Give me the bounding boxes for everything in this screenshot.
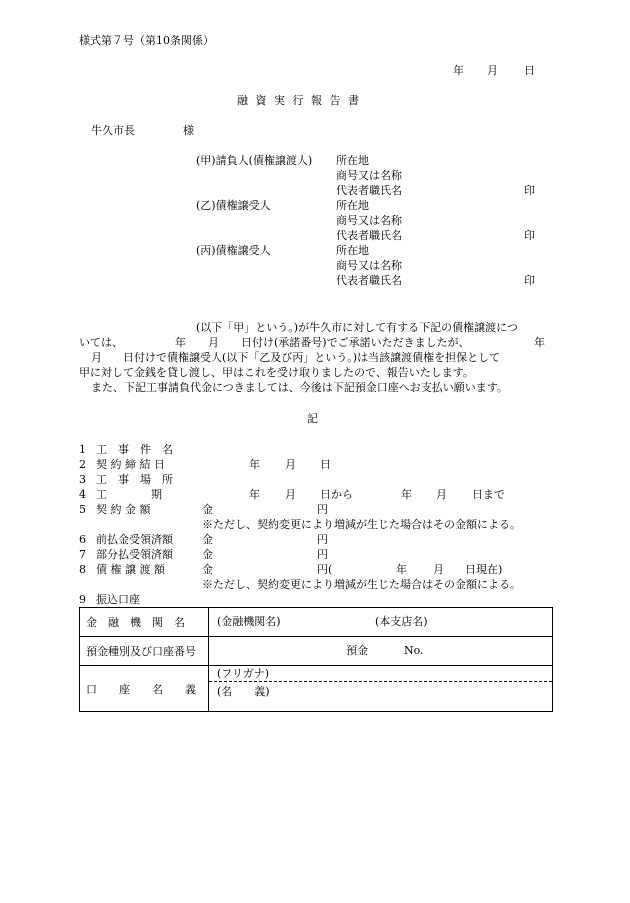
body-line: いては、 [79, 336, 123, 349]
day-label: 日現在) [465, 563, 503, 576]
bank-account-table [79, 607, 553, 712]
addressee: 牛久市長 [91, 124, 135, 137]
item-note: ※ただし、契約変更により増減が生じた場合はその金額による。 [202, 578, 521, 591]
body-line: 日付けで債権譲受人(以下「乙及び丙」という。)は当該譲渡債権を担保として [123, 351, 501, 364]
institution-name-field: (金融機関名) [217, 615, 281, 628]
kin-label: 金 [202, 548, 213, 561]
furigana-field: (フリガナ) [217, 667, 270, 680]
party-address-label: 所在地 [336, 154, 369, 167]
document-title: 融 資 実 行 報 告 書 [237, 94, 361, 107]
table-label-cell [80, 608, 209, 636]
form-number: 様式第７号（第10条関係） [79, 34, 214, 47]
date-day-label: 日 [524, 64, 535, 77]
item-label: 部分払受領済額 [96, 548, 173, 561]
body-line: 年 月 日付け(承諾番号)でご承諾いただきましたが、 [175, 336, 470, 349]
honorific: 様 [183, 124, 194, 137]
institution-label: 金 融 機 関 名 [86, 616, 185, 629]
day-label: 日から [320, 488, 353, 501]
yen-label: 円( [317, 563, 333, 576]
item-label: 契 約 金 額 [96, 503, 151, 516]
table-label-cell [80, 637, 209, 665]
kin-label: 金 [202, 563, 213, 576]
year-label: 年 [396, 563, 407, 576]
bank-row-account [80, 637, 552, 666]
deposit-type-field: 預金 [346, 644, 368, 657]
party-name-label: 商号又は名称 [336, 169, 402, 182]
body-line: 甲に対して金銭を貸し渡し、甲はこれを受け取りましたので、報告いたします。 [79, 366, 474, 379]
kin-label: 金 [202, 533, 213, 546]
bank-row-institution [80, 608, 552, 637]
month-label: 月 [285, 488, 296, 501]
item-number: 3 [79, 473, 86, 486]
year-label: 年 [249, 488, 260, 501]
seal-mark: 印 [524, 229, 535, 242]
item-label: 工 期 [96, 488, 162, 501]
item-number: 1 [79, 443, 86, 456]
furigana-divider [209, 681, 552, 682]
party-rep-label: 代表者職氏名 [336, 229, 402, 242]
item-number: 8 [79, 563, 86, 576]
item-number: 2 [79, 458, 86, 471]
item-label: 前払金受領済額 [96, 533, 173, 546]
body-line: また、下記工事請負代金につきましては、今後は下記預金口座へお支払い願います。 [91, 381, 508, 394]
item-number: 7 [79, 548, 86, 561]
item-number: 9 [79, 593, 86, 606]
item-number: 5 [79, 503, 86, 516]
party-role: (甲)請負人(債権譲渡人) [196, 154, 313, 167]
party-address-label: 所在地 [336, 244, 369, 257]
account-number-field: No. [404, 644, 424, 657]
holder-name-field: (名 義) [217, 685, 270, 698]
year-label: 年 [249, 458, 260, 471]
yen-label: 円 [317, 533, 328, 546]
seal-mark: 印 [524, 184, 535, 197]
branch-name-field: (本支店名) [375, 615, 428, 628]
party-address-label: 所在地 [336, 199, 369, 212]
account-type-label: 預金種別及び口座番号 [86, 645, 196, 658]
party-name-label: 商号又は名称 [336, 214, 402, 227]
party-name-label: 商号又は名称 [336, 259, 402, 272]
seal-mark: 印 [524, 274, 535, 287]
item-label: 工 事 件 名 [96, 443, 173, 456]
month-label: 月 [285, 458, 296, 471]
yen-label: 円 [317, 503, 328, 516]
body-line: (以下「甲」という。)が牛久市に対して有する下記の債権譲渡につ [196, 321, 518, 334]
item-label: 債 権 譲 渡 額 [96, 563, 165, 576]
item-number: 6 [79, 533, 86, 546]
ki-heading: 記 [307, 412, 318, 425]
item-label: 契 約 締 結 日 [96, 458, 165, 471]
body-line: 月 [91, 351, 102, 364]
bank-row-holder [80, 666, 552, 711]
party-rep-label: 代表者職氏名 [336, 274, 402, 287]
account-holder-label: 口 座 名 義 [86, 682, 196, 696]
item-note: ※ただし、契約変更により増減が生じた場合はその金額による。 [202, 518, 521, 531]
month-label: 月 [436, 488, 447, 501]
party-rep-label: 代表者職氏名 [336, 184, 402, 197]
body-line: 年 [534, 336, 545, 349]
yen-label: 円 [317, 548, 328, 561]
item-label: 工 事 場 所 [96, 473, 173, 486]
day-label: 日まで [472, 488, 505, 501]
date-year-label: 年 [453, 64, 464, 77]
month-label: 月 [433, 563, 444, 576]
kin-label: 金 [202, 503, 213, 516]
year-label: 年 [401, 488, 412, 501]
item-label: 振込口座 [96, 593, 140, 606]
table-label-cell [80, 666, 209, 711]
party-role: (乙)債権譲受人 [196, 199, 271, 212]
day-label: 日 [320, 458, 331, 471]
party-role: (丙)債権譲受人 [196, 244, 271, 257]
item-number: 4 [79, 488, 86, 501]
date-month-label: 月 [487, 64, 498, 77]
